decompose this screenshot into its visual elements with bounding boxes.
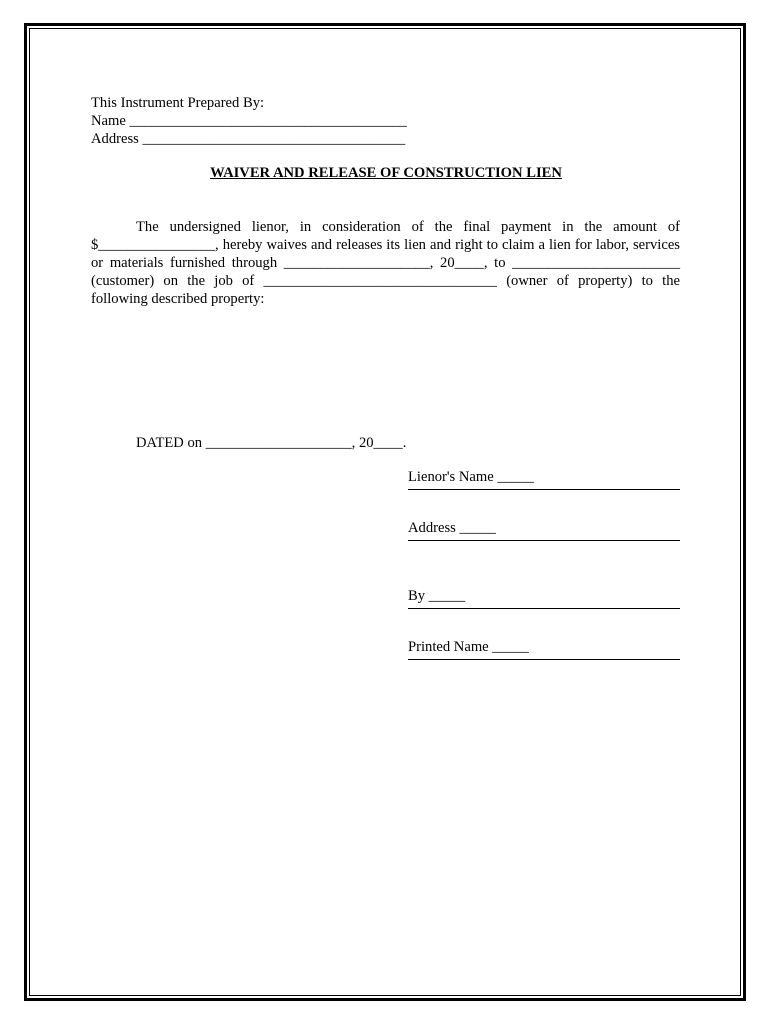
printed-name-block[interactable] (408, 638, 680, 660)
prepared-by-heading: This Instrument Prepared By: (91, 95, 265, 111)
address-block[interactable] (408, 519, 680, 541)
by-rule (408, 608, 680, 609)
address-rule (408, 540, 680, 541)
printed-name-label: Printed Name _____ (408, 639, 529, 655)
lienor-name-label: Lienor's Name _____ (408, 469, 534, 485)
address-label: Address _____ (408, 520, 496, 536)
lienor-name-block[interactable] (408, 468, 680, 490)
by-signature-block[interactable] (408, 587, 680, 609)
by-label: By _____ (408, 588, 466, 604)
document-title-text: WAIVER AND RELEASE OF CONSTRUCTION LIEN (210, 165, 562, 181)
dated-line[interactable]: DATED on ____________________, 20____. (136, 435, 407, 451)
preparer-address-field[interactable]: Address ____________________________________ (91, 131, 406, 147)
document-title (91, 164, 681, 182)
preparer-name-field[interactable]: Name ______________________________________ (91, 113, 407, 129)
printed-name-rule (408, 659, 680, 660)
lienor-name-rule (408, 489, 680, 490)
waiver-body-paragraph: The undersigned lienor, in consideration of the final payment in the amount of $________________, hereby waives and releases its lien and right to claim a lien for labor, services or materials furnished through ____________________, 20____, to _______________________ (customer) on the job of ________________________________ (owner of property) to the following described property: (91, 219, 680, 307)
